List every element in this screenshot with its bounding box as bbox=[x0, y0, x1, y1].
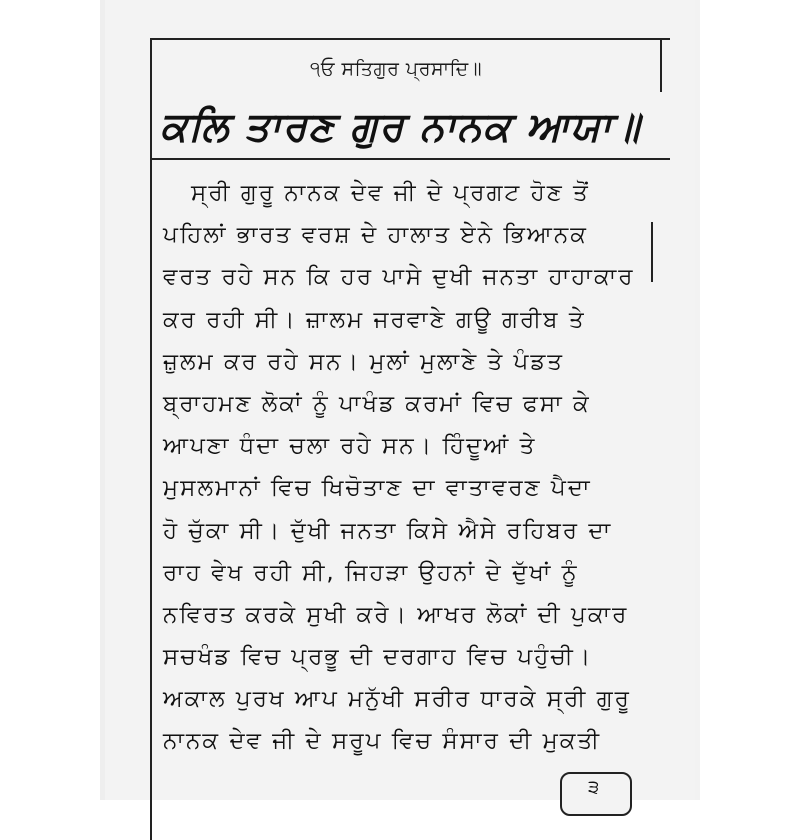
page-number: ੩ bbox=[588, 777, 600, 798]
body-line: ਵਰਤ ਰਹੇ ਸਨ ਕਿ ਹਰ ਪਾਸੇ ਦੁਖੀ ਜਨਤਾ ਹਾਹਾਕਾਰ bbox=[163, 264, 635, 291]
title-divider bbox=[150, 158, 670, 160]
body-line: ਹੋ ਚੁੱਕਾ ਸੀ। ਦੁੱਖੀ ਜਨਤਾ ਕਿਸੇ ਐਸੇ ਰਹਿਬਰ ਦਾ bbox=[163, 517, 613, 544]
body-paragraph bbox=[163, 172, 663, 763]
body-line: ਸ੍ਰੀ ਗੁਰੂ ਨਾਨਕ ਦੇਵ ਜੀ ਦੇ ਪ੍ਰਗਟ ਹੋਣ ਤੋਂ bbox=[191, 180, 590, 206]
body-line: ਆਪਣਾ ਧੰਦਾ ਚਲਾ ਰਹੇ ਸਨ। ਹਿੰਦੂਆਂ ਤੇ bbox=[163, 433, 537, 460]
body-line: ਨਾਨਕ ਦੇਵ ਜੀ ਦੇ ਸਰੂਪ ਵਿਚ ਸੰਸਾਰ ਦੀ ਮੁਕਤੀ bbox=[163, 728, 602, 755]
body-line: ਨਵਿਰਤ ਕਰਕੇ ਸੁਖੀ ਕਰੇ। ਆਖਰ ਲੋਕਾਂ ਦੀ ਪੁਕਾਰ bbox=[163, 601, 629, 628]
body-line: ਬ੍ਰਾਹਮਣ ਲੋਕਾਂ ਨੂੰ ਪਾਖੰਡ ਕਰਮਾਂ ਵਿਚ ਫਸਾ ਕੇ bbox=[163, 390, 591, 417]
page-title: ਕਲਿ ਤਾਰਣ ਗੁਰ ਨਾਨਕ ਆਯਾ॥ bbox=[160, 104, 641, 150]
body-line: ਕਰ ਰਹੀ ਸੀ। ਜ਼ਾਲਮ ਜਰਵਾਣੇ ਗਊ ਗਰੀਬ ਤੇ bbox=[163, 306, 586, 333]
invocation-line: ੧ਓ ਸਤਿਗੁਰ ਪ੍ਰਸਾਦਿ॥ bbox=[310, 58, 483, 80]
body-line: ਮੁਸਲਮਾਨਾਂ ਵਿਚ ਖਿਚੋਤਾਣ ਦਾ ਵਾਤਾਵਰਣ ਪੈਦਾ bbox=[163, 475, 592, 502]
body-line: ਸਚਖੰਡ ਵਿਚ ਪ੍ਰਭੂ ਦੀ ਦਰਗਾਹ ਵਿਚ ਪਹੁੰਚੀ। bbox=[163, 644, 593, 671]
body-line: ਅਕਾਲ ਪੁਰਖ ਆਪ ਮਨੁੱਖੀ ਸਰੀਰ ਧਾਰਕੇ ਸ੍ਰੀ ਗੁਰੂ bbox=[163, 686, 631, 713]
frame-right-edge bbox=[660, 38, 662, 92]
body-line: ਰਾਹ ਵੇਖ ਰਹੀ ਸੀ, ਜਿਹੜਾ ਉਹਨਾਂ ਦੇ ਦੁੱਖਾਂ ਨੂੰ bbox=[163, 559, 579, 586]
body-line: ਜ਼ੁਲਮ ਕਰ ਰਹੇ ਸਨ। ਮੁਲਾਂ ਮੁਲਾਣੇ ਤੇ ਪੰਡਤ bbox=[163, 348, 565, 375]
body-line: ਪਹਿਲਾਂ ਭਾਰਤ ਵਰਸ਼ ਦੇ ਹਾਲਾਤ ਏਨੇ ਭਿਆਨਕ bbox=[163, 222, 588, 249]
